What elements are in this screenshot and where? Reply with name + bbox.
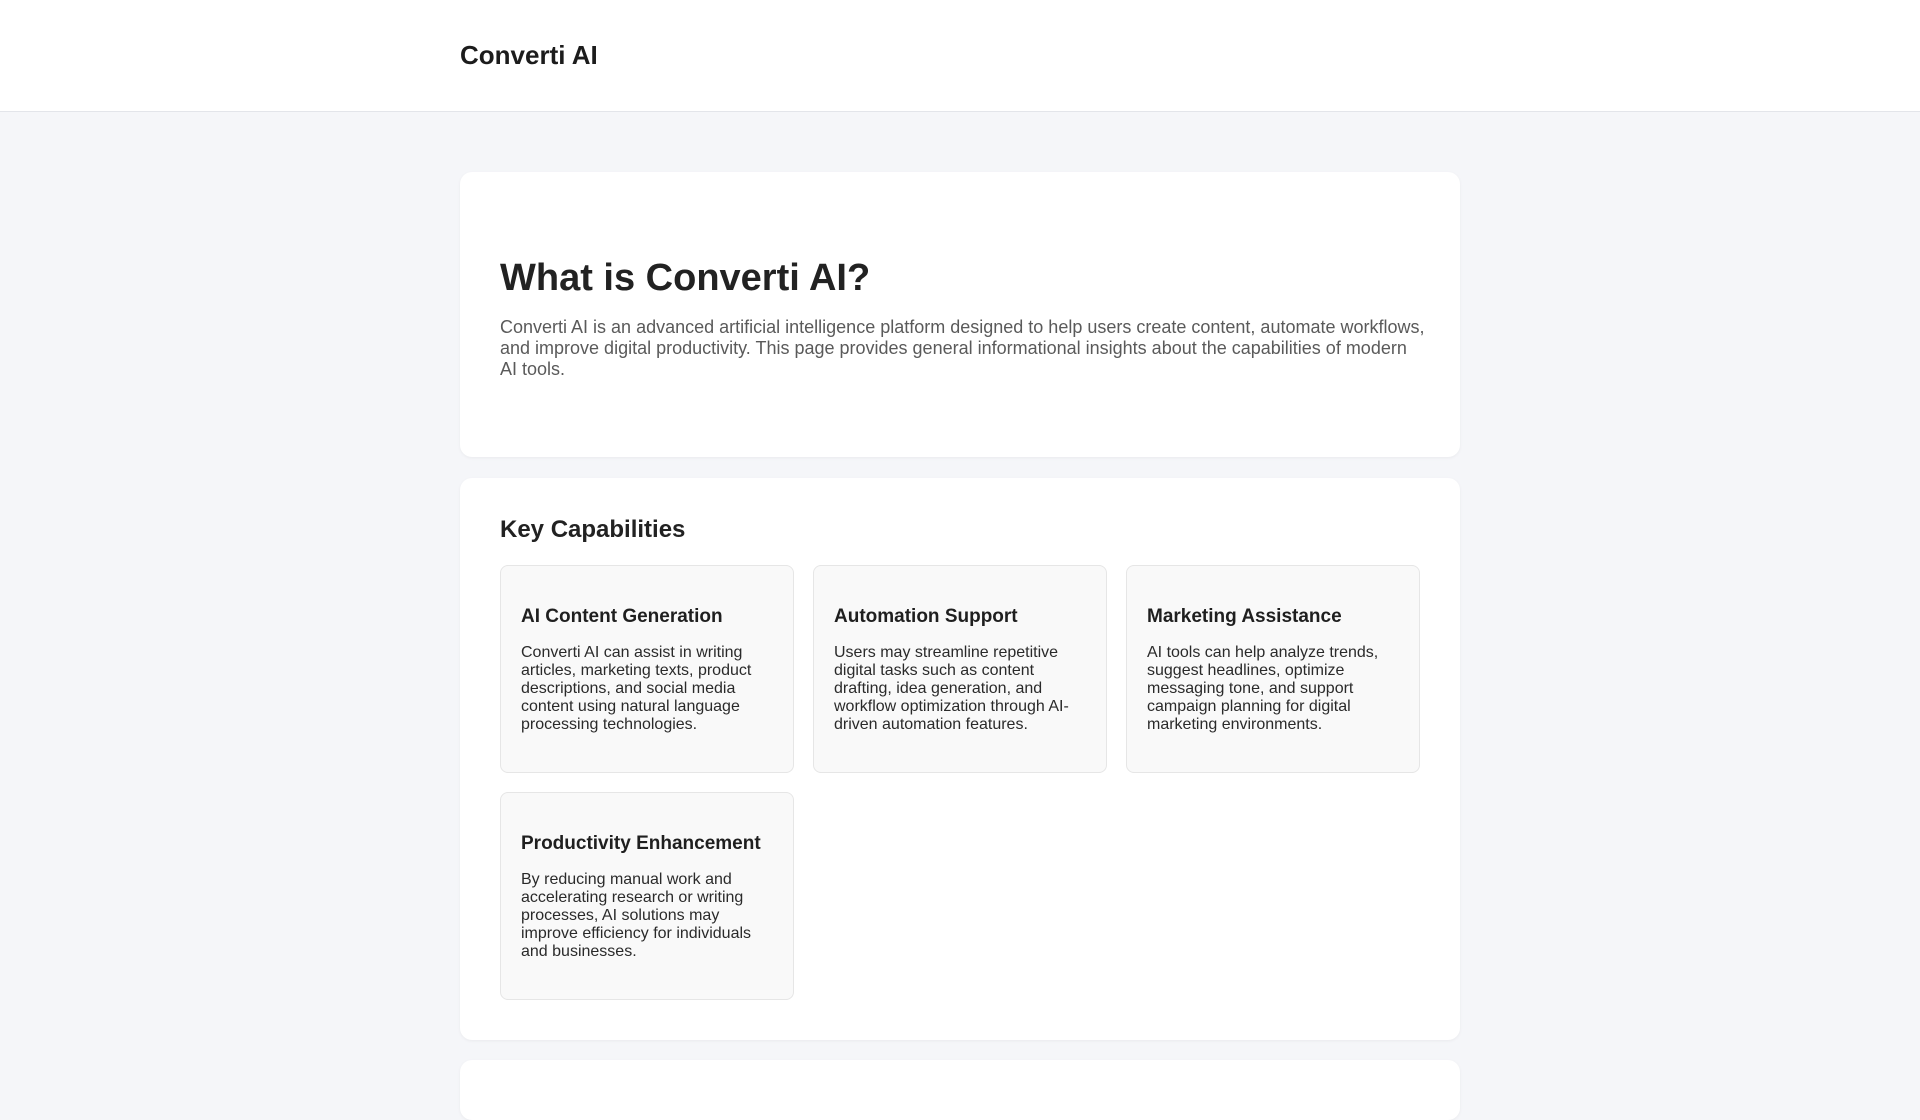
feature-card-content-generation xyxy=(500,565,794,773)
brand-logo-text[interactable]: Converti AI xyxy=(460,40,598,70)
feature-title: Marketing Assistance xyxy=(1147,606,1342,627)
feature-card-marketing-assistance xyxy=(1126,565,1420,773)
intro-description: Converti AI is an advanced artificial intelligence platform designed to help users create content, automate workflows, and improve digital productivity. This page provides general informational insights about the capabilities of modern AI tools. xyxy=(500,317,1425,379)
feature-card-automation-support xyxy=(813,565,1107,773)
feature-description: Users may streamline repetitive digital tasks such as content drafting, idea generation, and workflow optimization through AI-driven automation features. xyxy=(834,644,1069,733)
feature-description: AI tools can help analyze trends, suggest headlines, optimize messaging tone, and support campaign planning for digital marketing environments. xyxy=(1147,644,1379,733)
top-header xyxy=(0,0,1920,112)
key-capabilities-card xyxy=(460,478,1460,1040)
feature-description: Converti AI can assist in writing articles, marketing texts, product descriptions, and social media content using natural language processing technologies. xyxy=(521,644,752,733)
feature-title: Productivity Enhancement xyxy=(521,833,761,854)
next-section-card xyxy=(460,1060,1460,1120)
page-title: What is Converti AI? xyxy=(500,257,871,299)
feature-title: Automation Support xyxy=(834,606,1018,627)
section-title: Key Capabilities xyxy=(500,516,686,543)
intro-card xyxy=(460,172,1460,457)
feature-title: AI Content Generation xyxy=(521,606,723,627)
feature-card-productivity-enhancement xyxy=(500,792,794,1000)
feature-description: By reducing manual work and accelerating research or writing processes, AI solutions may improve efficiency for individuals and businesses. xyxy=(521,871,752,960)
